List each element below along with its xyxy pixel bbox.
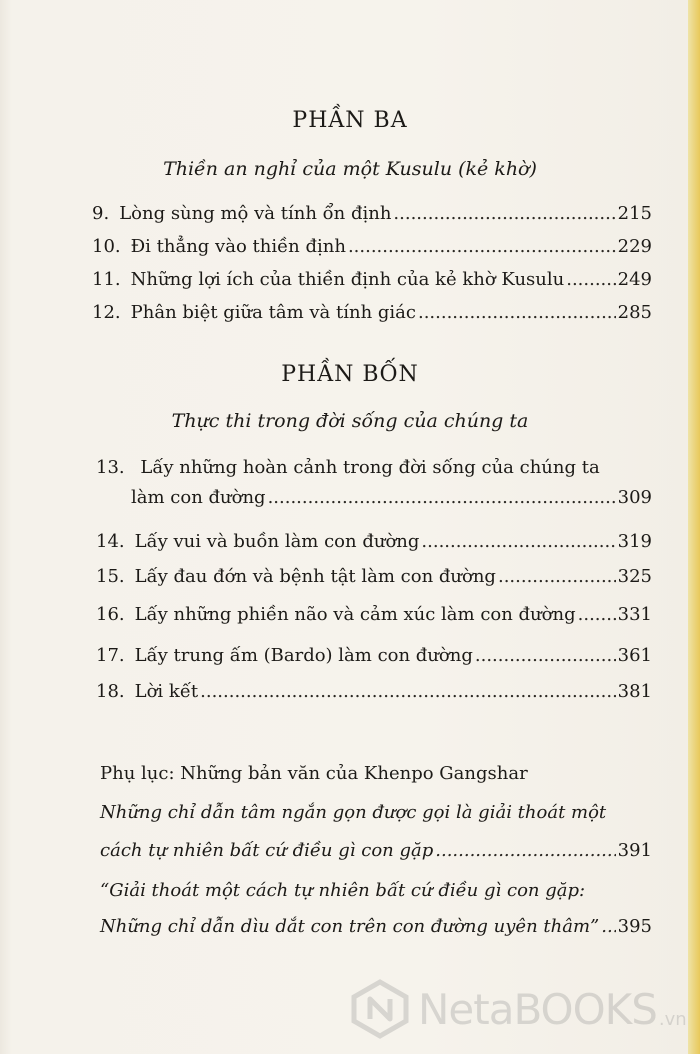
toc-number: 9. <box>92 203 110 224</box>
toc-entry-10[interactable] <box>92 233 652 261</box>
part-three-heading: PHẦN BA <box>292 108 408 133</box>
toc-title: Những lợi ích của thiền định của kẻ khờ Kusulu <box>130 269 565 290</box>
toc-entry-18[interactable] <box>96 678 652 706</box>
toc-page-number: 319 <box>617 531 652 552</box>
toc-leader-dots <box>566 266 615 294</box>
toc-leader-dots <box>421 528 615 556</box>
appendix-title: Phụ lục: Những bản văn của Khenpo Gangshar <box>100 763 528 784</box>
toc-page-number: 285 <box>617 302 652 323</box>
toc-entry-17[interactable] <box>96 642 652 670</box>
toc-leader-dots <box>393 200 615 228</box>
toc-entry-13-line2[interactable] <box>131 484 652 512</box>
toc-entry-16[interactable] <box>96 601 652 629</box>
toc-number: 17. <box>96 645 125 666</box>
toc-leader-dots <box>200 678 616 706</box>
toc-title: Lấy vui và buồn làm con đường <box>134 531 420 552</box>
toc-page-number: 331 <box>617 604 652 625</box>
watermark-suffix: .vn <box>658 1009 687 1030</box>
appendix-entry-2-line1[interactable] <box>100 876 652 906</box>
toc-title: Lấy trung ấm (Bardo) làm con đường <box>134 645 473 666</box>
toc-number: 16. <box>96 604 125 625</box>
toc-number: 11. <box>92 269 121 290</box>
watermark <box>350 974 690 1044</box>
appendix-entry-1-line2[interactable] <box>100 836 652 866</box>
toc-title: Lấy đau đớn và bệnh tật làm con đường <box>134 566 496 587</box>
toc-page-number: 325 <box>617 566 652 587</box>
watermark-brand: NetaBOOKS <box>418 984 657 1034</box>
appendix-entry-text: Những chỉ dẫn dìu dắt con trên con đường uyên thâm” <box>100 916 600 937</box>
toc-title: Phân biệt giữa tâm và tính giác <box>130 302 416 323</box>
toc-leader-dots <box>268 484 616 512</box>
appendix-entry-2-line2[interactable] <box>100 912 652 942</box>
toc-entry-13-line1[interactable] <box>96 454 652 482</box>
toc-title: Lời kết <box>134 681 199 702</box>
toc-leader-dots <box>418 299 616 327</box>
toc-number: 13. <box>96 457 125 478</box>
toc-page-number: 309 <box>617 487 652 508</box>
toc-page-number: 229 <box>617 236 652 257</box>
toc-number: 15. <box>96 566 125 587</box>
toc-leader-dots <box>435 836 615 866</box>
toc-number: 14. <box>96 531 125 552</box>
toc-page-number: 391 <box>617 840 652 861</box>
toc-number: 10. <box>92 236 121 257</box>
appendix-entry-text: cách tự nhiên bất cứ điều gì con gặp <box>100 840 434 861</box>
part-three-subtitle: Thiền an nghỉ của một Kusulu (kẻ khờ) <box>163 158 537 180</box>
toc-page-number: 215 <box>617 203 652 224</box>
toc-page-number: 395 <box>617 916 652 937</box>
toc-entry-9[interactable] <box>92 200 652 228</box>
toc-leader-dots <box>475 642 616 670</box>
appendix-entry-text: “Giải thoát một cách tự nhiên bất cứ điều gì con gặp: <box>100 880 586 901</box>
toc-leader-dots <box>498 563 616 591</box>
toc-entry-11[interactable] <box>92 266 652 294</box>
toc-title: Lấy những hoàn cảnh trong đời sống của chúng ta <box>140 457 600 478</box>
toc-title-continued: làm con đường <box>131 487 266 508</box>
toc-entry-15[interactable] <box>96 563 652 591</box>
appendix-entry-1-line1[interactable] <box>100 798 652 828</box>
netabooks-logo-icon <box>350 979 410 1039</box>
toc-page-number: 381 <box>617 681 652 702</box>
toc-entry-14[interactable] <box>96 528 652 556</box>
toc-number: 12. <box>92 302 121 323</box>
part-four-heading: PHẦN BỐN <box>281 362 419 387</box>
toc-page-number: 361 <box>617 645 652 666</box>
part-four-subtitle: Thực thi trong đời sống của chúng ta <box>171 410 529 432</box>
toc-entry-12[interactable] <box>92 299 652 327</box>
toc-title: Lòng sùng mộ và tính ổn định <box>119 203 392 224</box>
toc-leader-dots <box>348 233 616 261</box>
toc-page-number: 249 <box>617 269 652 290</box>
toc-number: 18. <box>96 681 125 702</box>
toc-leader-dots <box>578 601 616 629</box>
toc-title: Lấy những phiền não và cảm xúc làm con đường <box>134 604 576 625</box>
appendix-entry-text: Những chỉ dẫn tâm ngắn gọn được gọi là giải thoát một <box>100 802 607 823</box>
toc-title: Đi thẳng vào thiền định <box>130 236 346 257</box>
toc-leader-dots <box>601 912 615 942</box>
